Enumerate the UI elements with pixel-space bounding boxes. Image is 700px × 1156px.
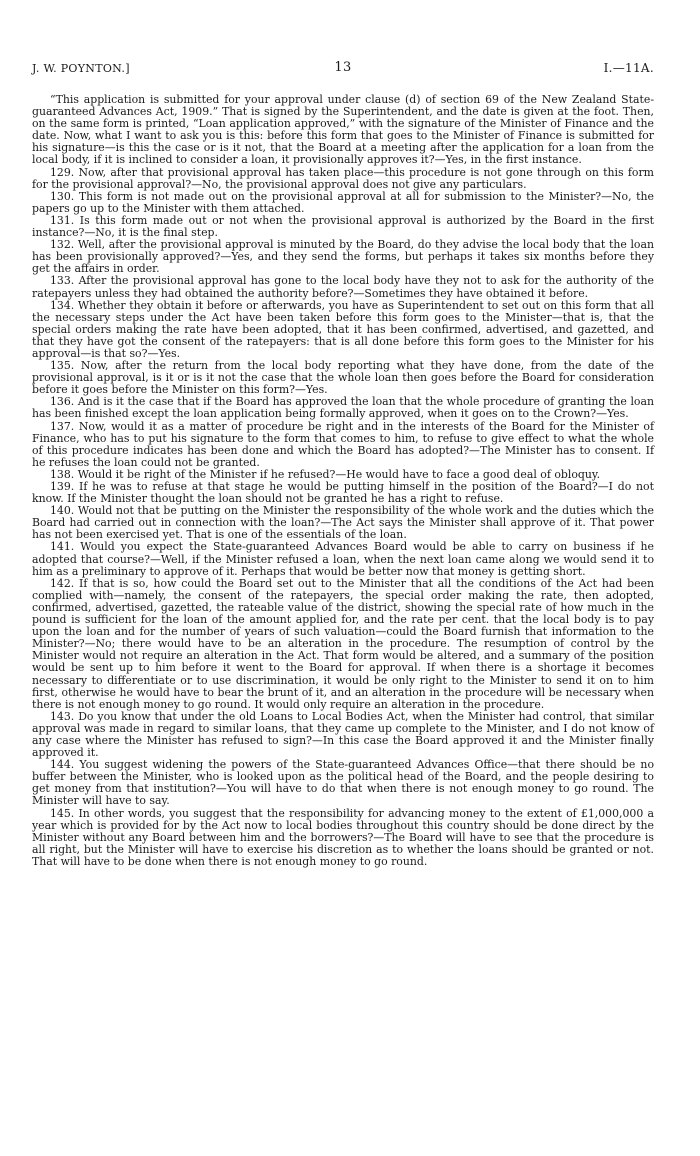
question-138: 138. Would it be right of the Minister if he refused?—He would have to face a good deal of obloquy. [50,467,601,481]
question-131: 131. Is this form made out or not when the provisional approval is authorized by the Board in the first instance?—No, it is the final step. [32,213,654,240]
question-140: 140. Would not that be putting on the Minister the responsibility of the whole work and the duties which the Board had carried out in connection with the loan?—The Act says the Minister shall approve of it. That power has not been exercised yet. That is one of the essentials of the loan. [32,504,654,542]
question-143: 143. Do you know that under the old Loans to Local Bodies Act, when the Minister had control, that similar approval was made in regard to similar loans, that they came up complete to the Minister, and I do not know of any case where the Minister has refused to sign?—In this case the Board approved it and the Minister finally approved it. [32,709,654,760]
question-133: 133. After the provisional approval has gone to the local body have they not to ask for the authority of the ratepayers unless they had obtained the authority before?—Sometimes they have obtained it before. [32,274,654,300]
question-145: 145. In other words, you suggest that the responsibility for advancing money to the extent of £1,000,000 a year which is provided for by the Act now to local bodies throughout this country should be done direct by the Minister without any Board between him and the borrowers?—The Board will have to see that the procedure is all right, but the Minister will have to exercise his discretion as to whether the loans should be granted or not. That will have to be done when there is not enough money to go round. [32,806,654,868]
question-137: 137. Now, would it as a matter of procedure be right and in the interests of the Board for the Minister of Finance, who has to put his signature to the form that comes to him, to refuse to give effect to what the whole of this procedure indicates has been done and which the Board has adopted?—The Minister has to consent. If he refuses the loan could not be granted. [32,419,654,469]
page-header [32,60,654,78]
question-144: 144. You suggest widening the powers of the State-guaranteed Advances Office—that there should be no buffer between the Minister, who is looked upon as the political head of the Board, and the people desiring to get money from that institution?—You will have to do that when there is not enough money to go round. The Minister will have to say. [32,758,654,808]
question-132: 132. Well, after the provisional approval is minuted by the Board, do they advise the local body that the loan has been provisionally approved?—Yes, and they send the forms, but perhaps it takes six months before they get the affairs in order. [32,238,654,276]
question-136: 136. And is it the case that if the Board has approved the loan that the whole procedure of granting the loan has been finished except the loan application being formally approved, when it goes on to the Crown?—Yes. [32,395,654,421]
question-134: 134. Whether they obtain it before or afterwards, you have as Superintendent to set out on this form that all the necessary steps under the Act have been taken before this form goes to the Minister—that is, that the special orders making the rate have been adopted, that it has been confirmed, advertised, and gazetted, and that they have got the consent of the ratepayers: that is all done before this form goes to the Minister for his approval—is that so?—Yes. [32,298,654,360]
document-reference: I.—11A. [603,61,654,75]
question-135: 135. Now, after the return from the local body reporting what they have done, from the date of the provisional approval, is it or is it not the case that the whole loan then goes before the Board for consideration before it goes before the Minister on this form?—Yes. [32,359,654,397]
question-141: 141. Would you expect the State-guaranteed Advances Board would be able to carry on business if he adopted that course?—Well, if the Minister refused a loan, when the next loan came along we would send it to him as a preliminary to approve of it. Perhaps that would be better now that money is getting short. [32,540,654,578]
header-witness-name: J. W. POYNTON.] [32,62,130,75]
question-130: 130. This form is not made out on the provisional approval at all for submission to the Minister?—No, the papers go up to the Minister with them attached. [32,189,654,215]
question-142: 142. If that is so, how could the Board set out to the Minister that all the conditions of the Act had been complied with—namely, the consent of the ratepayers, the special order making the rate, then adopted, confirmed, advertised, gazetted, the rateable value of the district, showing the special rate of how much in the pound is sufficient for the loan of the amount applied for, and the rate per cent. that the local body is to pay upon the loan and for the number of years of such valuation—could the Board furnish that information to the Minister?—No; there would have to be an alteration in the procedure. The resumption of control by the Minister would not require an alteration in the Act. That form would be altered, and a summary of the position would be sent up to him before it went to the Board for approval. If when there is a shortage it becomes necessary to differentiate or to use discrimination, it would be only right to the Minister to send it on to him first, otherwise he would have to bear the brunt of it, and an alteration in the procedure will be necessary when there is not enough money to go round. It would only require an alteration in the procedure. [32,576,654,711]
paragraph-intro: “This application is submitted for your approval under clause (d) of section 69 of the New Zealand State-guaranteed Advances Act, 1909.” That is signed by the Superintendent, and the date is given at the foot. Then, on the same form is printed, “Loan application approved,” with the signature of the Minister of Finance and the date. Now, what I want to ask you is this: before this form that goes to the Minister of Finance is submitted for his signature—is this the case or is it not, that the Board at a meeting after the application for a loan from the local body, if it is inclined to consider a loan, it provisionally approves it?—Yes, in the first instance. [32,93,654,167]
page-number: 13 [334,60,352,75]
body-text [32,94,654,868]
question-139: 139. If he was to refuse at that stage he would be putting himself in the position of the Board?—I do not know. If the Minister thought the loan should not be granted he has a right to refuse. [32,480,654,506]
question-129: 129. Now, after that provisional approval has taken place—this procedure is not gone through on this form for the provisional approval?—No, the provisional approval does not give any particulars. [32,165,654,191]
